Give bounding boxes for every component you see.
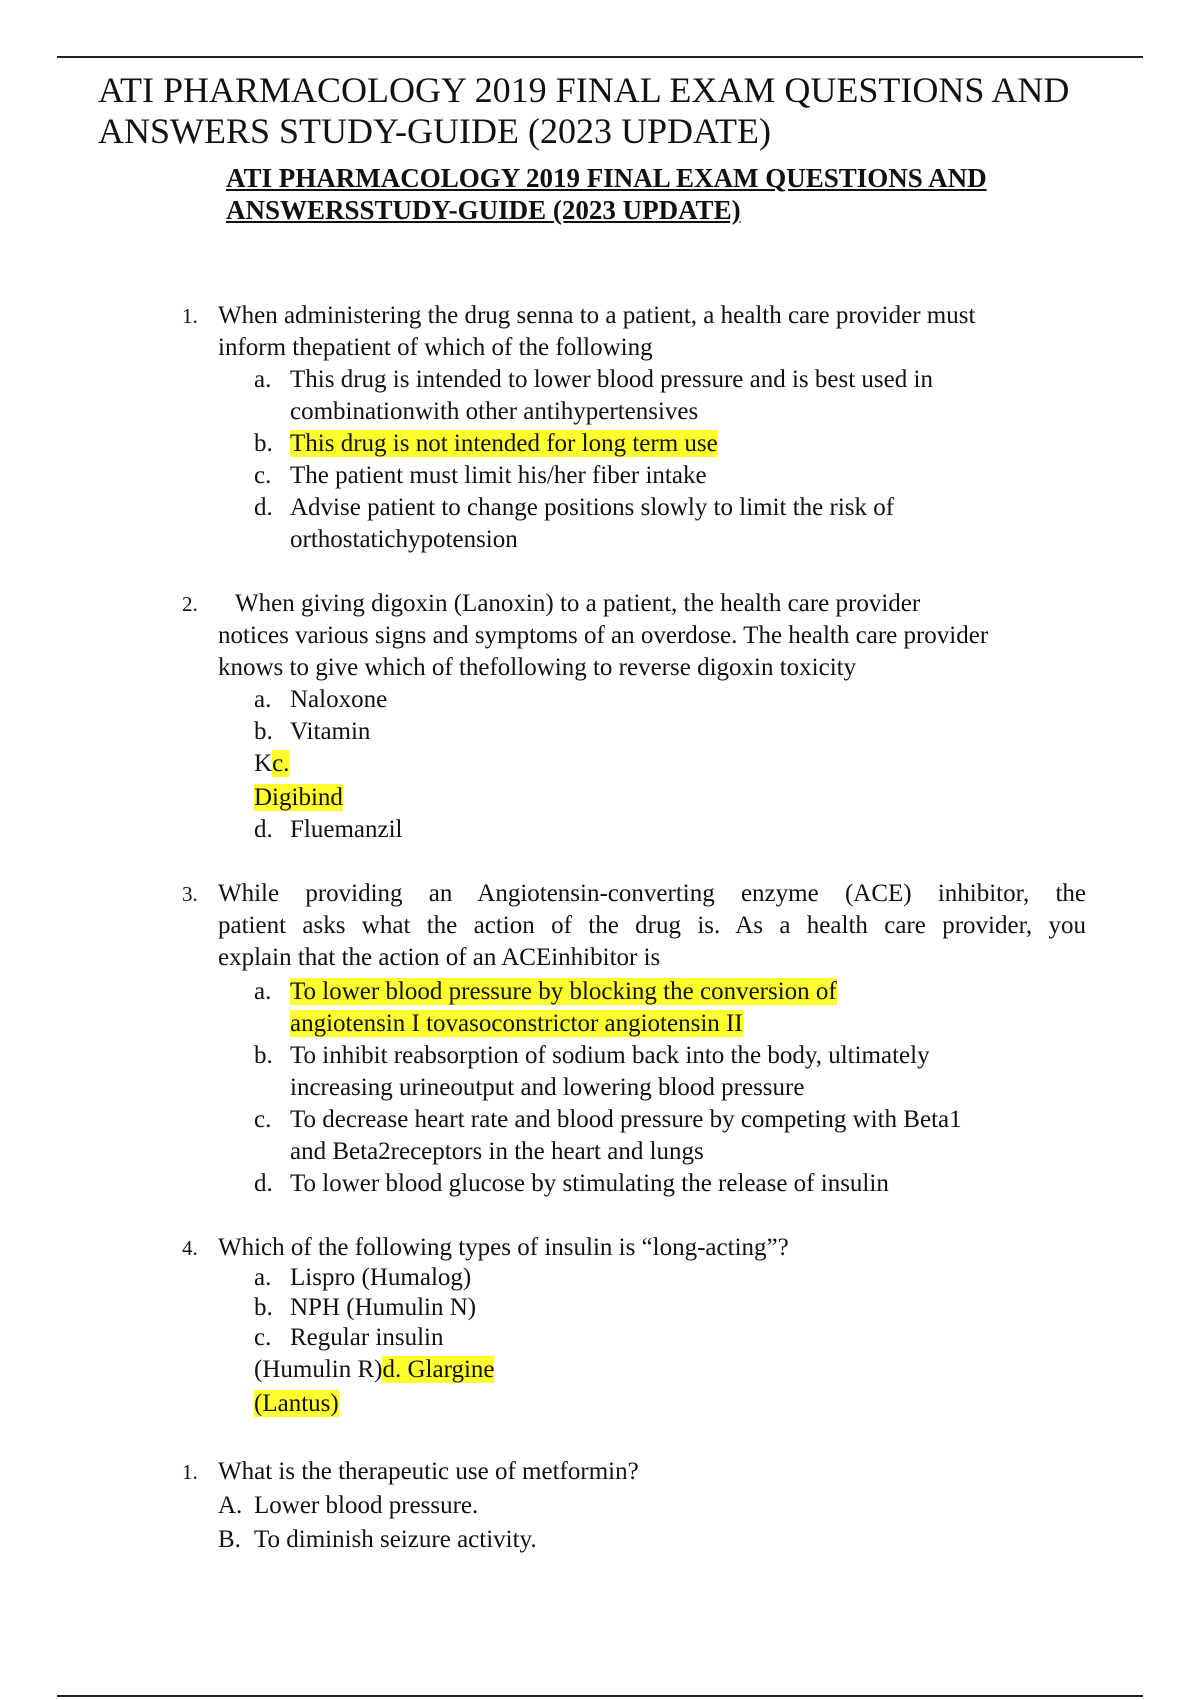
option-text-line: This drug is intended to lower blood pressure and is best used in <box>290 366 933 393</box>
highlighted-answer: This drug is not intended for long term use <box>290 430 718 457</box>
option-c-answer <box>254 782 1054 814</box>
option-c <box>254 748 1054 780</box>
option-text: To diminish seizure activity. <box>254 1526 537 1553</box>
question-text-line: What is the therapeutic use of metformin? <box>218 1458 639 1485</box>
question-text <box>218 1456 1086 1488</box>
option-text-line: and Beta2receptors in the heart and lungs <box>290 1138 704 1165</box>
option-text <box>290 1104 1050 1168</box>
option-text-line: combinationwith other antihypertensives <box>290 398 699 425</box>
question-number: 1. <box>182 304 198 328</box>
option-text: Lower blood pressure. <box>254 1492 479 1519</box>
highlighted-answer: To lower blood pressure by blocking the conversion of <box>290 978 837 1005</box>
page-title-line2: ANSWERS STUDY-GUIDE (2023 UPDATE) <box>98 111 771 151</box>
option-text-line: increasing urineoutput and lowering blood pressure <box>290 1074 805 1101</box>
option-label: a. <box>254 686 272 713</box>
option-label: d. <box>254 816 273 843</box>
question-text-line: notices various signs and symptoms of an overdose. The health care provider <box>218 622 989 649</box>
option-label: a. <box>254 1264 272 1291</box>
bottom-rule <box>57 1695 1143 1697</box>
subtitle-line2: ANSWERSSTUDY-GUIDE (2023 UPDATE) <box>226 195 741 225</box>
option-text: Vitamin <box>290 718 371 745</box>
question-number: 2. <box>182 592 198 616</box>
highlighted-answer: angiotensin I tovasoconstrictor angiotensin II <box>290 1010 743 1037</box>
question-text <box>218 588 1086 684</box>
option-text: NPH (Humulin N) <box>290 1294 477 1321</box>
option-d <box>254 1354 1054 1386</box>
top-rule <box>57 56 1143 58</box>
option-text <box>290 976 1050 1040</box>
option-label: b. <box>254 1042 273 1069</box>
question-text-line: patient asks what the action of the drug is. As a health care provider, you <box>218 912 1086 939</box>
option-label: c. <box>254 1106 272 1133</box>
option-text: (Humulin R) <box>254 1356 383 1383</box>
option-text: Naloxone <box>290 686 388 713</box>
question-text-line: Which of the following types of insulin is “long-acting”? <box>218 1234 789 1261</box>
option-text: The patient must limit his/her fiber intake <box>290 462 707 489</box>
option-text-line: Advise patient to change positions slowly to limit the risk of <box>290 494 895 521</box>
option-label: B. <box>218 1526 241 1553</box>
question-text-line: knows to give which of thefollowing to reverse digoxin toxicity <box>218 654 857 681</box>
highlighted-answer: (Lantus) <box>254 1390 339 1417</box>
option-text: Lispro (Humalog) <box>290 1264 472 1291</box>
option-text <box>290 492 1050 556</box>
option-text: To lower blood glucose by stimulating the release of insulin <box>290 1170 889 1197</box>
question-text <box>218 878 1086 974</box>
option-text: Regular insulin <box>290 1324 444 1351</box>
page-title-line1: ATI PHARMACOLOGY 2019 FINAL EXAM QUESTIONS AND <box>98 70 1070 110</box>
option-label: b. <box>254 430 273 457</box>
option-label: b. <box>254 718 273 745</box>
option-text: Fluemanzil <box>290 816 403 843</box>
option-label: b. <box>254 1294 273 1321</box>
option-label: a. <box>254 978 272 1005</box>
option-text: K <box>254 750 273 777</box>
option-text <box>290 1040 1050 1104</box>
question-text <box>218 1232 1086 1264</box>
option-label: a. <box>254 366 272 393</box>
highlighted-answer: d. Glargine <box>382 1356 495 1383</box>
option-text-line: To inhibit reabsorption of sodium back into the body, ultimately <box>290 1042 930 1069</box>
document-subtitle <box>226 162 1126 226</box>
option-text <box>290 364 1050 428</box>
question-number: 4. <box>182 1236 198 1260</box>
option-label: A. <box>218 1492 243 1519</box>
question-number: 1. <box>182 1460 198 1484</box>
question-text <box>218 300 1086 364</box>
question-text-line: explain that the action of an ACEinhibitor is <box>218 944 661 971</box>
option-label: c. <box>254 462 272 489</box>
option-label: c. <box>272 750 290 777</box>
question-text-line: When giving digoxin (Lanoxin) to a patient, the health care provider <box>235 590 921 617</box>
question-number: 3. <box>182 882 198 906</box>
option-d-answer <box>254 1388 1054 1420</box>
question-text-line: While providing an Angiotensin-converting enzyme (ACE) inhibitor, the <box>218 880 1086 907</box>
subtitle-line1: ATI PHARMACOLOGY 2019 FINAL EXAM QUESTIONS AND <box>226 163 987 193</box>
page-title <box>98 70 1158 152</box>
option-label: d. <box>254 1170 273 1197</box>
question-text-line: When administering the drug senna to a patient, a health care provider must <box>218 302 976 329</box>
option-label: d. <box>254 494 273 521</box>
option-label: c. <box>254 1324 272 1351</box>
question-text-line: inform thepatient of which of the following <box>218 334 653 361</box>
highlighted-answer: Digibind <box>254 784 343 811</box>
option-text-line: To decrease heart rate and blood pressure by competing with Beta1 <box>290 1106 962 1133</box>
option-text-line: orthostatichypotension <box>290 526 518 553</box>
